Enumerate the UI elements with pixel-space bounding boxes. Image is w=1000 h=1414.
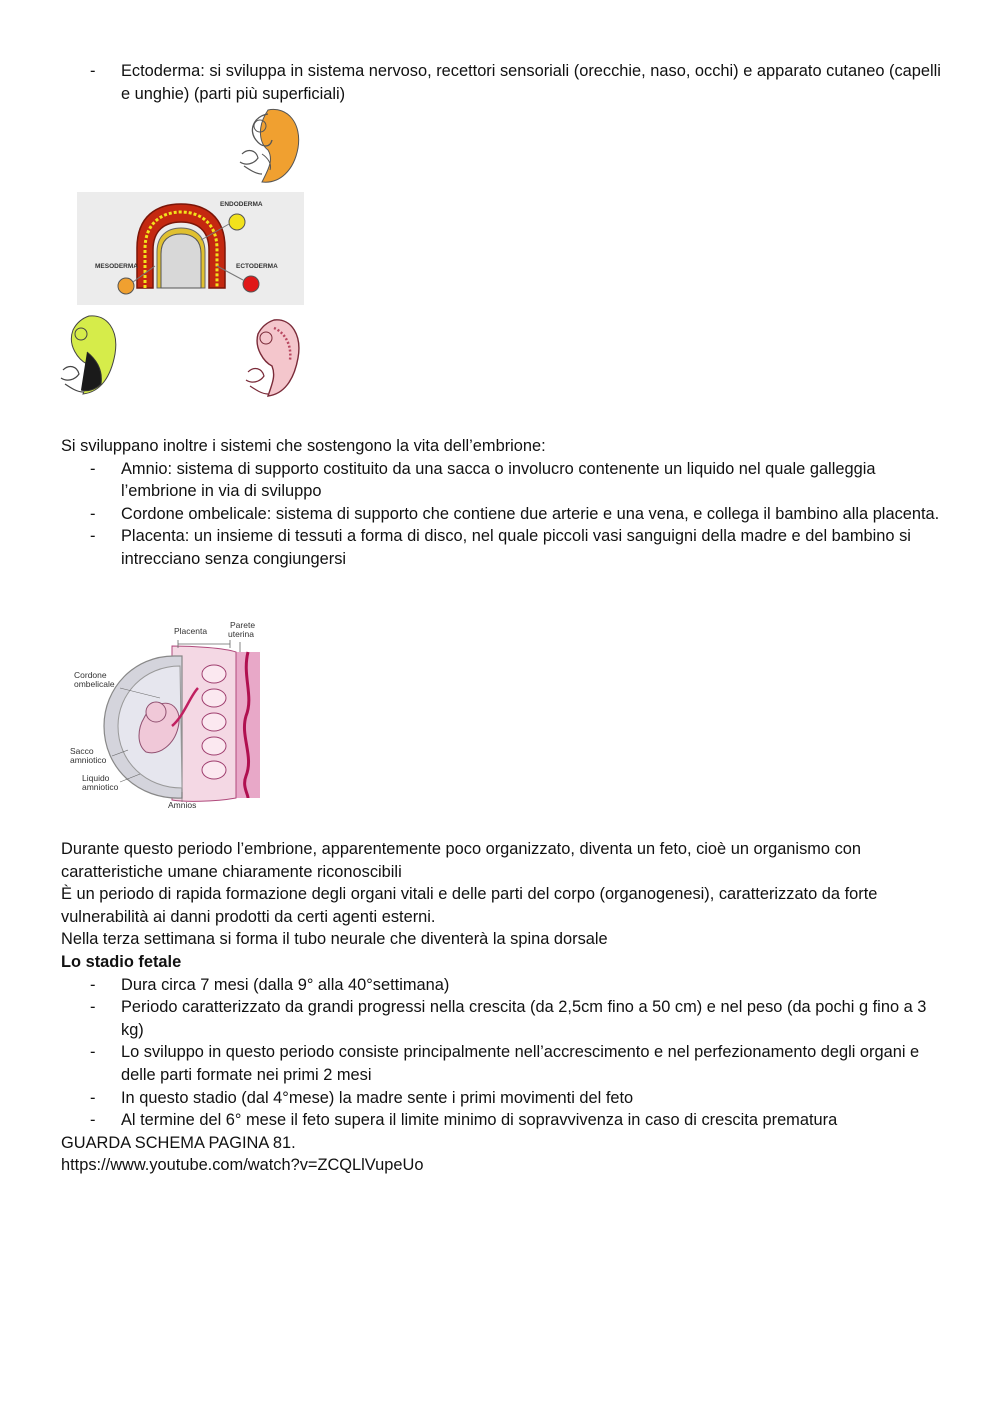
label-ectoderma: ECTODERMA	[236, 263, 278, 270]
embryo-orange-illustration	[228, 104, 308, 188]
list-item-cordone: - Cordone ombelicale: sistema di supporto che contiene due arterie e una vena, e collega il bambino alla placenta.	[61, 503, 941, 526]
germ-layers-figure	[77, 192, 304, 305]
list-item-crescita: - Periodo caratterizzato da grandi progressi nella crescita (da 2,5cm fino a 50 cm) e nel peso (da pochi g fino a 3 kg)	[61, 996, 941, 1041]
embryo-green-illustration	[57, 312, 123, 404]
list-item-sviluppo: - Lo sviluppo in questo periodo consiste principalmente nell’accrescimento e nel perfezionamento degli organi e delle parti formate nei primi 2 mesi	[61, 1041, 941, 1086]
youtube-link[interactable]: https://www.youtube.com/watch?v=ZCQLlVupeUo	[61, 1156, 424, 1175]
fetal-stage-heading: Lo stadio fetale	[61, 952, 182, 971]
fetal-list	[61, 974, 941, 1132]
fetal-block	[61, 838, 941, 1177]
label-endoderma: ENDODERMA	[220, 201, 263, 208]
label-cordone-1: Cordone	[74, 670, 107, 680]
top-list	[61, 60, 941, 105]
label-placenta: Placenta	[174, 626, 208, 636]
paragraph-embrione-feto: Durante questo periodo l’embrione, apparentemente poco organizzato, diventa un feto, cioè un organismo con caratteristiche umane chiaramente riconoscibili	[61, 840, 862, 881]
support-list	[61, 458, 941, 571]
embryo-pink-illustration	[240, 316, 306, 404]
list-item-amnio: - Amnio: sistema di supporto costituito da una sacca o involucro contenente un liquido nel quale galleggia l’embrione in via di sviluppo	[61, 458, 941, 503]
list-item-ectoderma: - Ectoderma: si sviluppa in sistema nervoso, recettori sensoriali (orecchie, naso, occhi) e apparato cutaneo (capelli e unghie) (parti più superficiali)	[61, 60, 941, 105]
list-item-sopravvivenza: - Al termine del 6° mese il feto supera il limite minimo di sopravvivenza in caso di crescita prematura	[61, 1109, 941, 1132]
support-intro: Si sviluppano inoltre i sistemi che sostengono la vita dell’embrione:	[61, 437, 546, 455]
label-sacco-1: Sacco	[70, 746, 94, 756]
top-list-block	[61, 60, 941, 105]
paragraph-tubo-neurale: Nella terza settimana si forma il tubo neurale che diventerà la spina dorsale	[61, 930, 608, 949]
label-amnios: Amnios	[168, 800, 197, 810]
label-mesoderma: MESODERMA	[95, 263, 138, 270]
list-item-durata: - Dura circa 7 mesi (dalla 9° alla 40°settimana)	[61, 974, 941, 997]
support-block	[61, 435, 941, 571]
placenta-figure	[64, 616, 260, 816]
list-item-placenta: - Placenta: un insieme di tessuti a forma di disco, nel quale piccoli vasi sanguigni della madre e del bambino si intrecciano senza congiungersi	[61, 525, 941, 570]
list-item-movimenti: - In questo stadio (dal 4°mese) la madre sente i primi movimenti del feto	[61, 1087, 941, 1110]
label-sacco-2: amniotico	[70, 755, 107, 765]
label-liquido-1: Liquido	[82, 773, 110, 783]
label-parete-2: uterina	[228, 629, 254, 639]
label-parete-1: Parete	[230, 620, 256, 630]
label-liquido-2: amniotico	[82, 782, 119, 792]
label-cordone-2: ombelicale	[74, 679, 115, 689]
paragraph-organogenesi: È un periodo di rapida formazione degli organi vitali e delle parti del corpo (organogenesi), caratterizzato da forte vulnerabilità ai danni prodotti da certi agenti esterni.	[61, 885, 878, 926]
footer-schema-line: GUARDA SCHEMA PAGINA 81.	[61, 1133, 296, 1152]
